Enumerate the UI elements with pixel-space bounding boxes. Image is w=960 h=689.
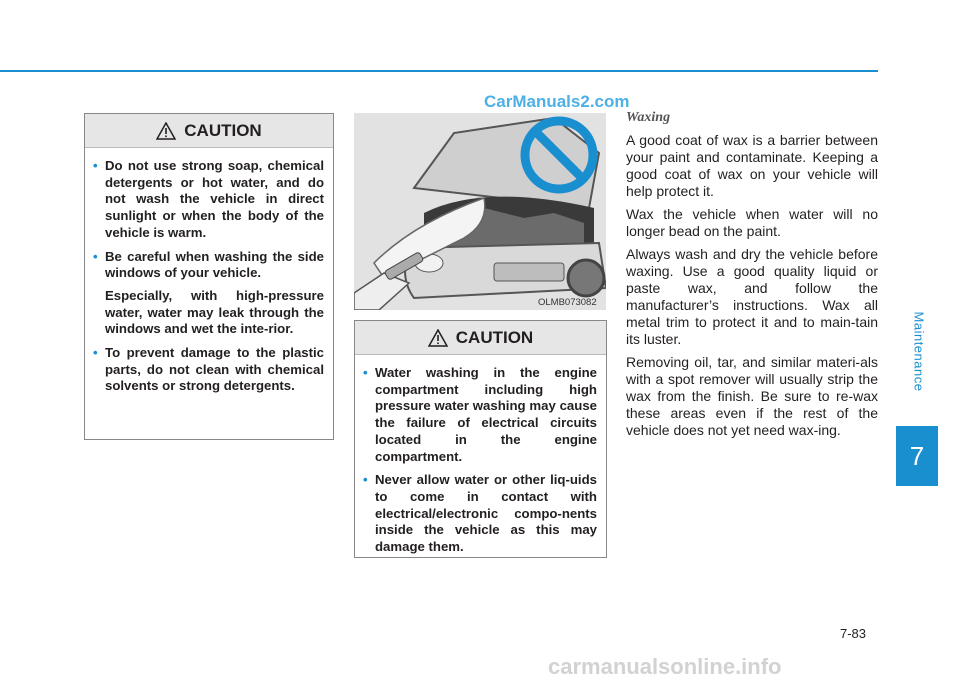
caution-header	[85, 114, 333, 148]
car-wash-illustration	[354, 113, 606, 310]
caution-title: CAUTION	[455, 327, 534, 347]
caution-list	[85, 148, 333, 395]
body-paragraph: Removing oil, tar, and similar materi-als with a spot remover will usually strip the wax from the finish. Be sure to re-wax these areas even if the rest of the vehicle does not yet need wax-ing.	[626, 354, 878, 438]
caution-item: • Be careful when washing the side windows of your vehicle.	[105, 249, 324, 282]
figure-code: OLMB073082	[538, 297, 597, 308]
caution-item: • Do not use strong soap, chemical detergents or hot water, and do not wash the vehicle in direct sunlight or when the body of the vehicle is warm.	[105, 158, 324, 242]
caution-list	[355, 355, 606, 556]
chapter-tab[interactable]: 7	[896, 426, 938, 486]
section-heading: Waxing	[626, 110, 671, 125]
section-side-label	[908, 300, 928, 410]
footer-watermark: carmanualsonline.info	[548, 654, 782, 679]
caution-box-left	[84, 113, 334, 440]
caution-box-right	[354, 320, 607, 558]
caution-item: • Never allow water or other liq-uids to come in contact with electrical/electronic compo-nents inside the vehicle as this may damage them.	[375, 472, 597, 556]
header-rule	[0, 70, 878, 72]
caution-item: • To prevent damage to the plastic parts, do not clean with chemical solvents or strong detergents.	[105, 345, 324, 395]
body-paragraph: Always wash and dry the vehicle before waxing. Use a good quality liquid or paste wax, and follow the manufacturer’s instructions. Wax all metal trim to protect it and to main-tain its luster.	[626, 246, 878, 347]
warning-triangle-icon	[428, 329, 448, 347]
caution-item: • Water washing in the engine compartment including high pressure water washing may cause the failure of electrical circuits located in the engine compartment.	[375, 365, 597, 465]
page-number: 7-83	[840, 626, 867, 641]
body-paragraph: Wax the vehicle when water will no longer bead on the paint.	[626, 206, 878, 239]
caution-item-detail: Especially, with high-pressure water, water may leak through the windows and wet the inte-rior.	[105, 287, 324, 337]
section-label-text: Maintenance	[911, 311, 927, 392]
waxing-section	[626, 110, 878, 445]
caution-title: CAUTION	[184, 120, 262, 140]
body-paragraph: A good coat of wax is a barrier between your paint and contaminate. Keeping a good coat of wax on your vehicle will help protect it.	[626, 132, 878, 199]
engine-wash-drawing	[354, 113, 606, 310]
watermark: CarManuals2.com	[484, 92, 630, 111]
warning-triangle-icon	[156, 122, 176, 140]
caution-header	[355, 321, 606, 355]
